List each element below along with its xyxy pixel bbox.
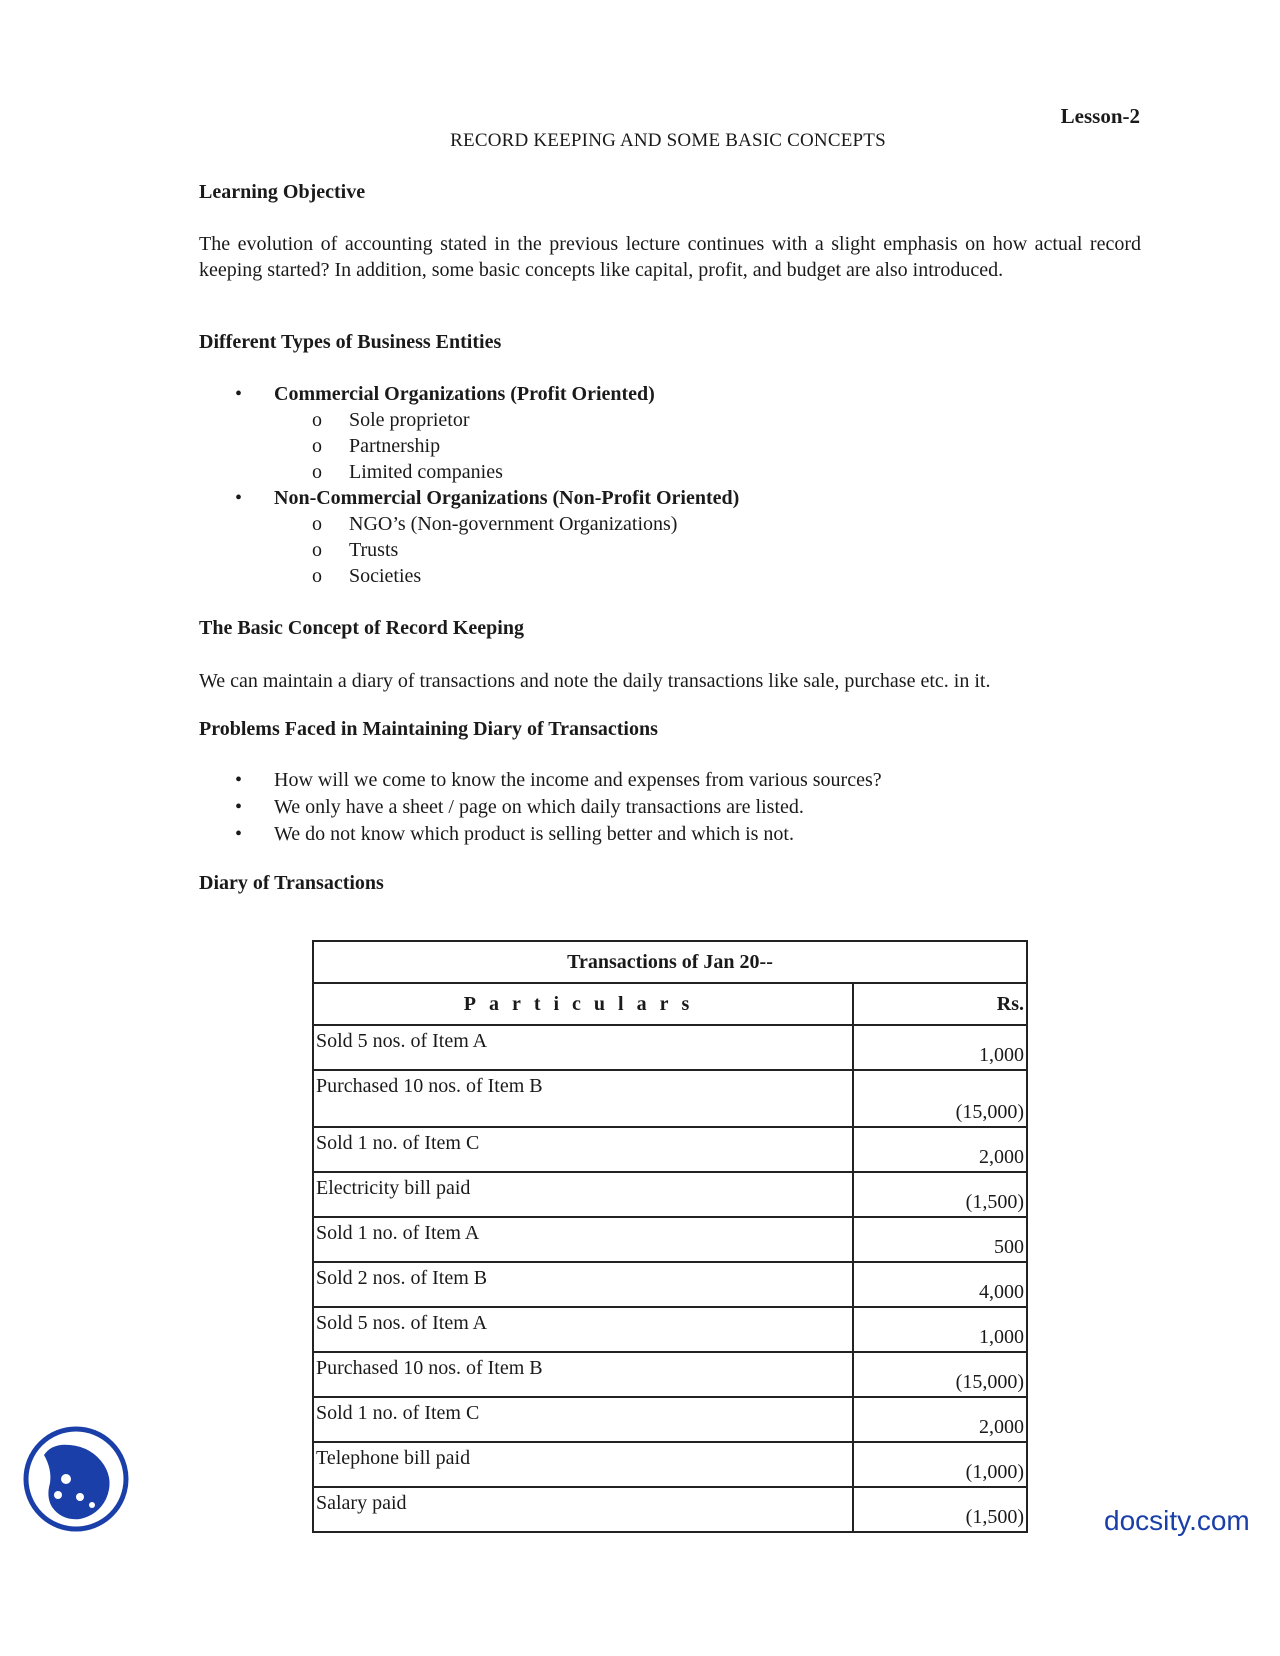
docsity-logo-icon[interactable] [22, 1425, 130, 1533]
list-item: o Trusts [274, 537, 1141, 563]
table-cell-amount: 1,000 [853, 1307, 1027, 1352]
business-entities-heading: Different Types of Business Entities [199, 331, 502, 353]
table-cell-particular: Sold 1 no. of Item A [313, 1217, 853, 1262]
table-row [313, 1262, 1027, 1307]
table-row [313, 1025, 1027, 1070]
list-item: o Partnership [274, 433, 1141, 459]
table-row [313, 1442, 1027, 1487]
table-cell-amount: (1,000) [853, 1442, 1027, 1487]
table-row [313, 1217, 1027, 1262]
table-cell-amount: (1,500) [853, 1172, 1027, 1217]
table-cell-particular: Sold 5 nos. of Item A [313, 1025, 853, 1070]
table-row [313, 1397, 1027, 1442]
table-cell-amount: 4,000 [853, 1262, 1027, 1307]
table-cell-particular: Telephone bill paid [313, 1442, 853, 1487]
problems-list [199, 767, 1141, 848]
list-item: o Sole proprietor [274, 407, 1141, 433]
table-cell-amount: (15,000) [853, 1352, 1027, 1397]
table-cell-particular: Purchased 10 nos. of Item B [313, 1352, 853, 1397]
table-row [313, 1352, 1027, 1397]
table-row [313, 1172, 1027, 1217]
learning-objective-heading: Learning Objective [199, 181, 366, 203]
table-cell-particular: Sold 5 nos. of Item A [313, 1307, 853, 1352]
table-cell-amount: 500 [853, 1217, 1027, 1262]
table-row [313, 1307, 1027, 1352]
list-item: • We do not know which product is selling better and which is not. [199, 821, 1141, 848]
entity-group-label: Commercial Organizations (Profit Oriented) [274, 383, 655, 405]
list-item [199, 381, 1141, 485]
list-item [199, 485, 1141, 589]
table-row [313, 1127, 1027, 1172]
list-item: • We only have a sheet / page on which daily transactions are listed. [199, 794, 1141, 821]
learning-objective-text: The evolution of accounting stated in the previous lecture continues with a slight emphasis on how actual record keeping started? In addition, some basic concepts like capital, profit, and budget are also introduced. [199, 233, 1141, 281]
document-title: RECORD KEEPING AND SOME BASIC CONCEPTS [450, 130, 886, 151]
column-header-amount: Rs. [853, 983, 1027, 1025]
list-item: o Societies [274, 563, 1141, 589]
record-keeping-heading: The Basic Concept of Record Keeping [199, 617, 524, 639]
list-item: o Limited companies [274, 459, 1141, 485]
table-cell-particular: Sold 1 no. of Item C [313, 1127, 853, 1172]
docsity-brand-link[interactable]: docsity.com [1104, 1505, 1250, 1536]
table-cell-amount: (15,000) [853, 1070, 1027, 1127]
table-cell-amount: 1,000 [853, 1025, 1027, 1070]
table-cell-amount: 2,000 [853, 1397, 1027, 1442]
column-header-particulars: Particulars [313, 983, 853, 1025]
list-item: o NGO’s (Non-government Organizations) [274, 511, 1141, 537]
table-cell-particular: Sold 1 no. of Item C [313, 1397, 853, 1442]
table-cell-particular: Electricity bill paid [313, 1172, 853, 1217]
entity-group-label: Non-Commercial Organizations (Non-Profit Oriented) [274, 487, 740, 509]
table-caption: Transactions of Jan 20-- [313, 941, 1027, 983]
list-item: • How will we come to know the income and expenses from various sources? [199, 767, 1141, 794]
table-cell-particular: Salary paid [313, 1487, 853, 1532]
problems-heading: Problems Faced in Maintaining Diary of Transactions [199, 718, 658, 740]
table-row [313, 1070, 1027, 1127]
diary-heading: Diary of Transactions [199, 872, 384, 894]
business-entities-list [199, 381, 1141, 589]
record-keeping-text: We can maintain a diary of transactions and note the daily transactions like sale, purchase etc. in it. [199, 670, 991, 692]
table-cell-amount: 2,000 [853, 1127, 1027, 1172]
table-row [313, 1487, 1027, 1532]
lesson-label: Lesson-2 [1060, 104, 1140, 128]
table-cell-particular: Purchased 10 nos. of Item B [313, 1070, 853, 1127]
table-cell-amount: (1,500) [853, 1487, 1027, 1532]
transactions-table [312, 940, 1028, 1533]
table-cell-particular: Sold 2 nos. of Item B [313, 1262, 853, 1307]
